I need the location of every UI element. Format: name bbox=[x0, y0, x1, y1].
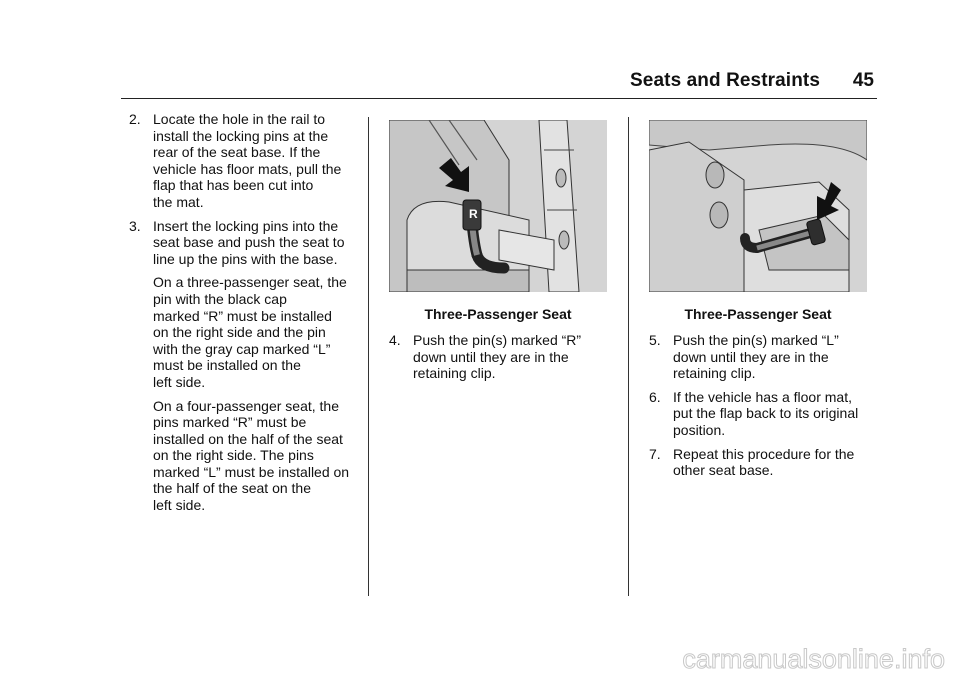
column-3 bbox=[649, 332, 881, 486]
text-line: other seat base. bbox=[673, 462, 774, 479]
step-2 bbox=[129, 111, 361, 211]
text-line: On a three-passenger seat, the bbox=[153, 274, 347, 291]
text-line: put the flap back to its original bbox=[673, 405, 859, 422]
seat-pin-l-illustration bbox=[649, 120, 867, 292]
text-line: seat base and push the seat to bbox=[153, 234, 345, 251]
text-line: on the right side and the pin bbox=[153, 324, 326, 341]
step-number: 7. bbox=[649, 445, 661, 462]
four-passenger-paragraph bbox=[129, 398, 361, 514]
text-line: Repeat this procedure for the bbox=[673, 445, 855, 462]
step-number: 2. bbox=[129, 111, 141, 127]
text-line: left side. bbox=[153, 373, 206, 390]
text-line: rear of the seat base. If the bbox=[153, 144, 321, 161]
text-line: retaining clip. bbox=[413, 365, 496, 382]
text-line: Push the pin(s) marked “R” bbox=[413, 332, 582, 348]
text-line: Push the pin(s) marked “L” bbox=[673, 332, 839, 348]
step-3 bbox=[129, 218, 361, 268]
text-line: the half of the seat on the bbox=[153, 480, 312, 497]
figure-caption-2: Three-Passenger Seat bbox=[684, 306, 832, 322]
column-1 bbox=[129, 111, 361, 521]
text-line: left side. bbox=[153, 497, 206, 514]
column-divider-1 bbox=[368, 117, 369, 596]
step-number: 4. bbox=[389, 332, 401, 348]
step-number: 5. bbox=[649, 332, 661, 348]
text-line: down until they are in the bbox=[673, 348, 829, 365]
column-divider-2 bbox=[628, 117, 629, 596]
figure-caption-1: Three-Passenger Seat bbox=[424, 306, 572, 322]
step-7 bbox=[649, 446, 881, 479]
text-line: If the vehicle has a floor mat, bbox=[673, 388, 852, 405]
text-line: with the gray cap marked “L” bbox=[153, 340, 331, 357]
column-2 bbox=[389, 332, 619, 389]
text-line: installed on the half of the seat bbox=[153, 430, 343, 447]
step-number: 3. bbox=[129, 217, 141, 234]
text-line: on the right side. The pins bbox=[153, 447, 314, 464]
step-5 bbox=[649, 332, 881, 382]
three-passenger-paragraph bbox=[129, 274, 361, 390]
text-line: Insert the locking pins into the bbox=[153, 217, 339, 234]
text-line: retaining clip. bbox=[673, 365, 756, 382]
step-6 bbox=[649, 389, 881, 439]
step-number: 6. bbox=[649, 388, 661, 405]
seat-pin-r-illustration bbox=[389, 120, 607, 292]
text-line: Locate the hole in the rail to bbox=[153, 111, 326, 127]
text-line: the mat. bbox=[153, 193, 204, 210]
text-line: marked “R” must be installed bbox=[153, 307, 332, 324]
text-line: vehicle has floor mats, pull the bbox=[153, 160, 342, 177]
text-line: line up the pins with the base. bbox=[153, 250, 338, 267]
text-line: must be installed on the bbox=[153, 357, 301, 374]
text-line: marked “L” must be installed on bbox=[153, 463, 350, 480]
text-line: pin with the black cap bbox=[153, 290, 287, 307]
text-line: flap that has been cut into bbox=[153, 177, 314, 194]
section-title: Seats and Restraints bbox=[630, 70, 820, 91]
text-line: down until they are in the bbox=[413, 348, 569, 365]
watermark-logo bbox=[540, 642, 950, 674]
header-rule bbox=[121, 98, 877, 99]
text-line: On a four-passenger seat, the bbox=[153, 397, 339, 414]
step-4 bbox=[389, 332, 619, 382]
page-number: 45 bbox=[852, 70, 874, 91]
text-line: pins marked “R” must be bbox=[153, 414, 307, 431]
svg-text:carmanualsonline.info: carmanualsonline.info bbox=[682, 644, 945, 674]
pin-label-r: R bbox=[469, 207, 478, 221]
text-line: install the locking pins at the bbox=[153, 127, 329, 144]
text-line: position. bbox=[673, 421, 726, 438]
